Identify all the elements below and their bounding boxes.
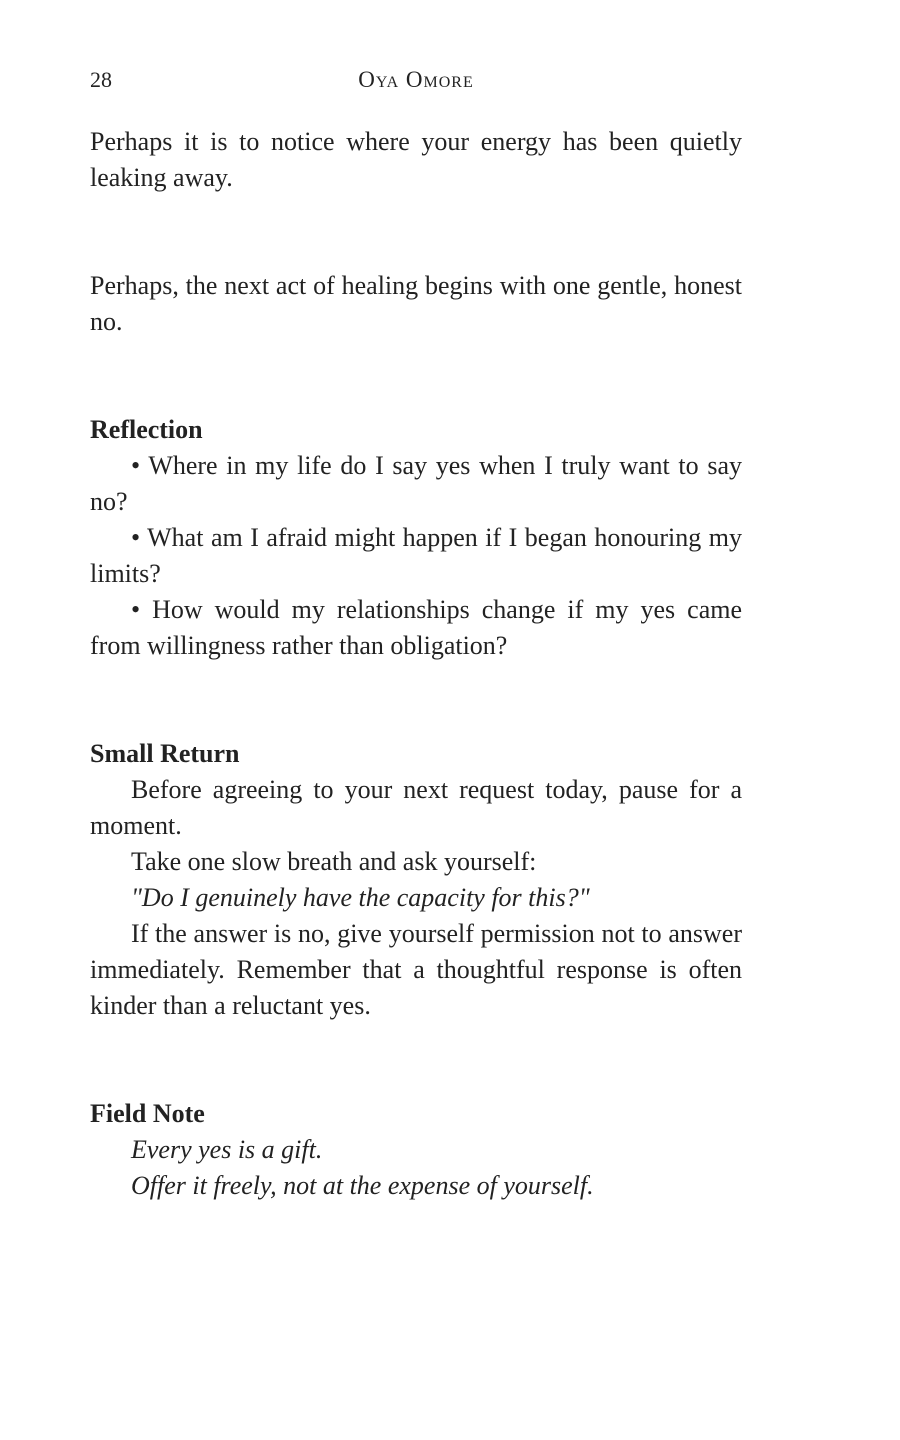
small-return-quote: "Do I genuinely have the capacity for this?" bbox=[131, 883, 590, 912]
field-note-heading: Field Note bbox=[90, 1099, 205, 1128]
small-return-heading: Small Return bbox=[90, 739, 240, 768]
field-note-line: Offer it freely, not at the expense of yourself. bbox=[131, 1171, 594, 1200]
section-gap bbox=[90, 1024, 742, 1096]
field-note-section bbox=[90, 1096, 742, 1204]
small-return-paragraph: Take one slow breath and ask yourself: bbox=[131, 847, 537, 876]
section-gap bbox=[90, 340, 742, 412]
reflection-question: • What am I afraid might happen if I began honouring my limits? bbox=[90, 523, 742, 588]
reflection-section bbox=[90, 412, 742, 664]
section-gap bbox=[90, 664, 742, 736]
reflection-heading: Reflection bbox=[90, 415, 203, 444]
intro-paragraph-2: Perhaps, the next act of healing begins with one gentle, honest no. bbox=[90, 271, 742, 336]
small-return-paragraph: Before agreeing to your next request today, pause for a moment. bbox=[90, 775, 742, 840]
reflection-question: • How would my relationships change if my yes came from willingness rather than obligation? bbox=[90, 595, 742, 660]
running-head-author: Oya Omore bbox=[358, 67, 474, 92]
section-gap bbox=[90, 196, 742, 268]
reflection-question: • Where in my life do I say yes when I truly want to say no? bbox=[90, 451, 742, 516]
small-return-paragraph: If the answer is no, give yourself permission not to answer immediately. Remember that a thoughtful response is often kinder than a reluctant yes. bbox=[90, 919, 742, 1020]
running-head bbox=[90, 64, 742, 96]
intro-paragraph-1: Perhaps it is to notice where your energy has been quietly leaking away. bbox=[90, 127, 742, 192]
small-return-section bbox=[90, 736, 742, 1024]
page-body bbox=[90, 124, 742, 1204]
field-note-line: Every yes is a gift. bbox=[131, 1135, 323, 1164]
page-number: 28 bbox=[90, 67, 112, 92]
